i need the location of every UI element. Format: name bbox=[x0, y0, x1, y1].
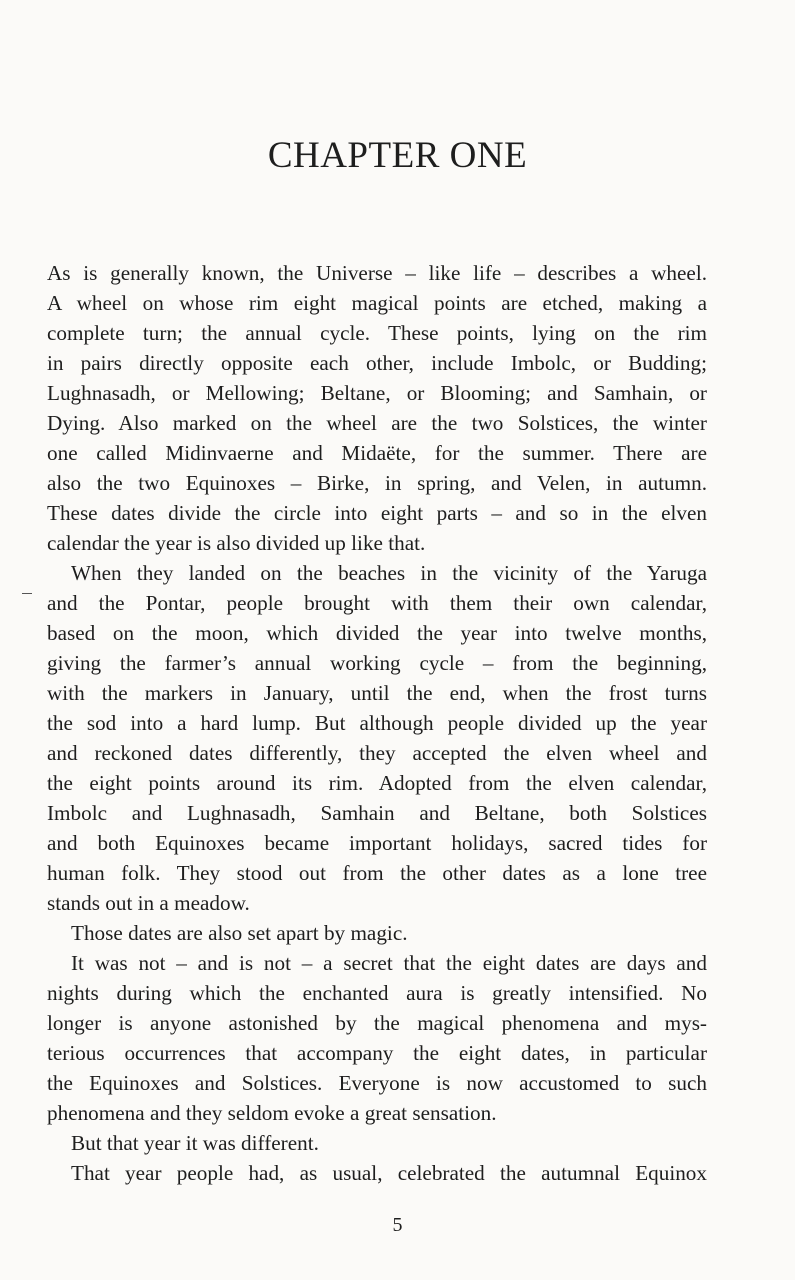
text-line: also the two Equinoxes – Birke, in spring, and Velen, in autumn. bbox=[47, 471, 707, 495]
text-line: human folk. They stood out from the other dates as a lone tree bbox=[47, 861, 707, 885]
text-line: phenomena and they seldom evoke a great sensation. bbox=[47, 1101, 497, 1125]
text-line: Lughnasadh, or Mellowing; Beltane, or Blooming; and Samhain, or bbox=[47, 381, 707, 405]
text-line: calendar the year is also divided up like that. bbox=[47, 531, 426, 555]
text-line: nights during which the enchanted aura is greatly intensified. No bbox=[47, 981, 707, 1005]
text-line: the sod into a hard lump. But although people divided up the year bbox=[47, 711, 707, 735]
text-line: These dates divide the circle into eight parts – and so in the elven bbox=[47, 501, 707, 525]
text-line: As is generally known, the Universe – like life – describes a wheel. bbox=[47, 261, 707, 285]
text-line: and the Pontar, people brought with them their own calendar, bbox=[47, 591, 707, 615]
text-line: and both Equinoxes became important holidays, sacred tides for bbox=[47, 831, 707, 855]
text-line: terious occurrences that accompany the eight dates, in particular bbox=[47, 1041, 707, 1065]
text-line: the eight points around its rim. Adopted from the elven calendar, bbox=[47, 771, 707, 795]
text-line: complete turn; the annual cycle. These points, lying on the rim bbox=[47, 321, 707, 345]
text-line: Those dates are also set apart by magic. bbox=[71, 921, 408, 945]
text-line: based on the moon, which divided the year into twelve months, bbox=[47, 621, 707, 645]
margin-mark bbox=[22, 593, 32, 594]
page-number: 5 bbox=[392, 1214, 403, 1236]
text-line: one called Midinvaerne and Midaëte, for the summer. There are bbox=[47, 441, 707, 465]
text-line: the Equinoxes and Solstices. Everyone is now accustomed to such bbox=[47, 1071, 707, 1095]
text-line: A wheel on whose rim eight magical points are etched, making a bbox=[47, 291, 707, 315]
chapter-title: CHAPTER ONE bbox=[267, 135, 528, 176]
text-line: But that year it was different. bbox=[71, 1131, 319, 1155]
text-line: stands out in a meadow. bbox=[47, 891, 250, 915]
text-line: with the markers in January, until the end, when the frost turns bbox=[47, 681, 707, 705]
text-line: longer is anyone astonished by the magical phenomena and mys- bbox=[47, 1011, 707, 1035]
body-text bbox=[47, 258, 707, 1188]
text-line: When they landed on the beaches in the vicinity of the Yaruga bbox=[71, 561, 707, 585]
text-line: giving the farmer’s annual working cycle – from the beginning, bbox=[47, 651, 707, 675]
text-line: Dying. Also marked on the wheel are the two Solstices, the winter bbox=[47, 411, 707, 435]
text-line: and reckoned dates differently, they accepted the elven wheel and bbox=[47, 741, 707, 765]
text-line: It was not – and is not – a secret that the eight dates are days and bbox=[71, 951, 707, 975]
text-line: That year people had, as usual, celebrated the autumnal Equinox bbox=[71, 1161, 707, 1185]
text-line: Imbolc and Lughnasadh, Samhain and Beltane, both Solstices bbox=[47, 801, 707, 825]
text-line: in pairs directly opposite each other, include Imbolc, or Budding; bbox=[47, 351, 707, 375]
